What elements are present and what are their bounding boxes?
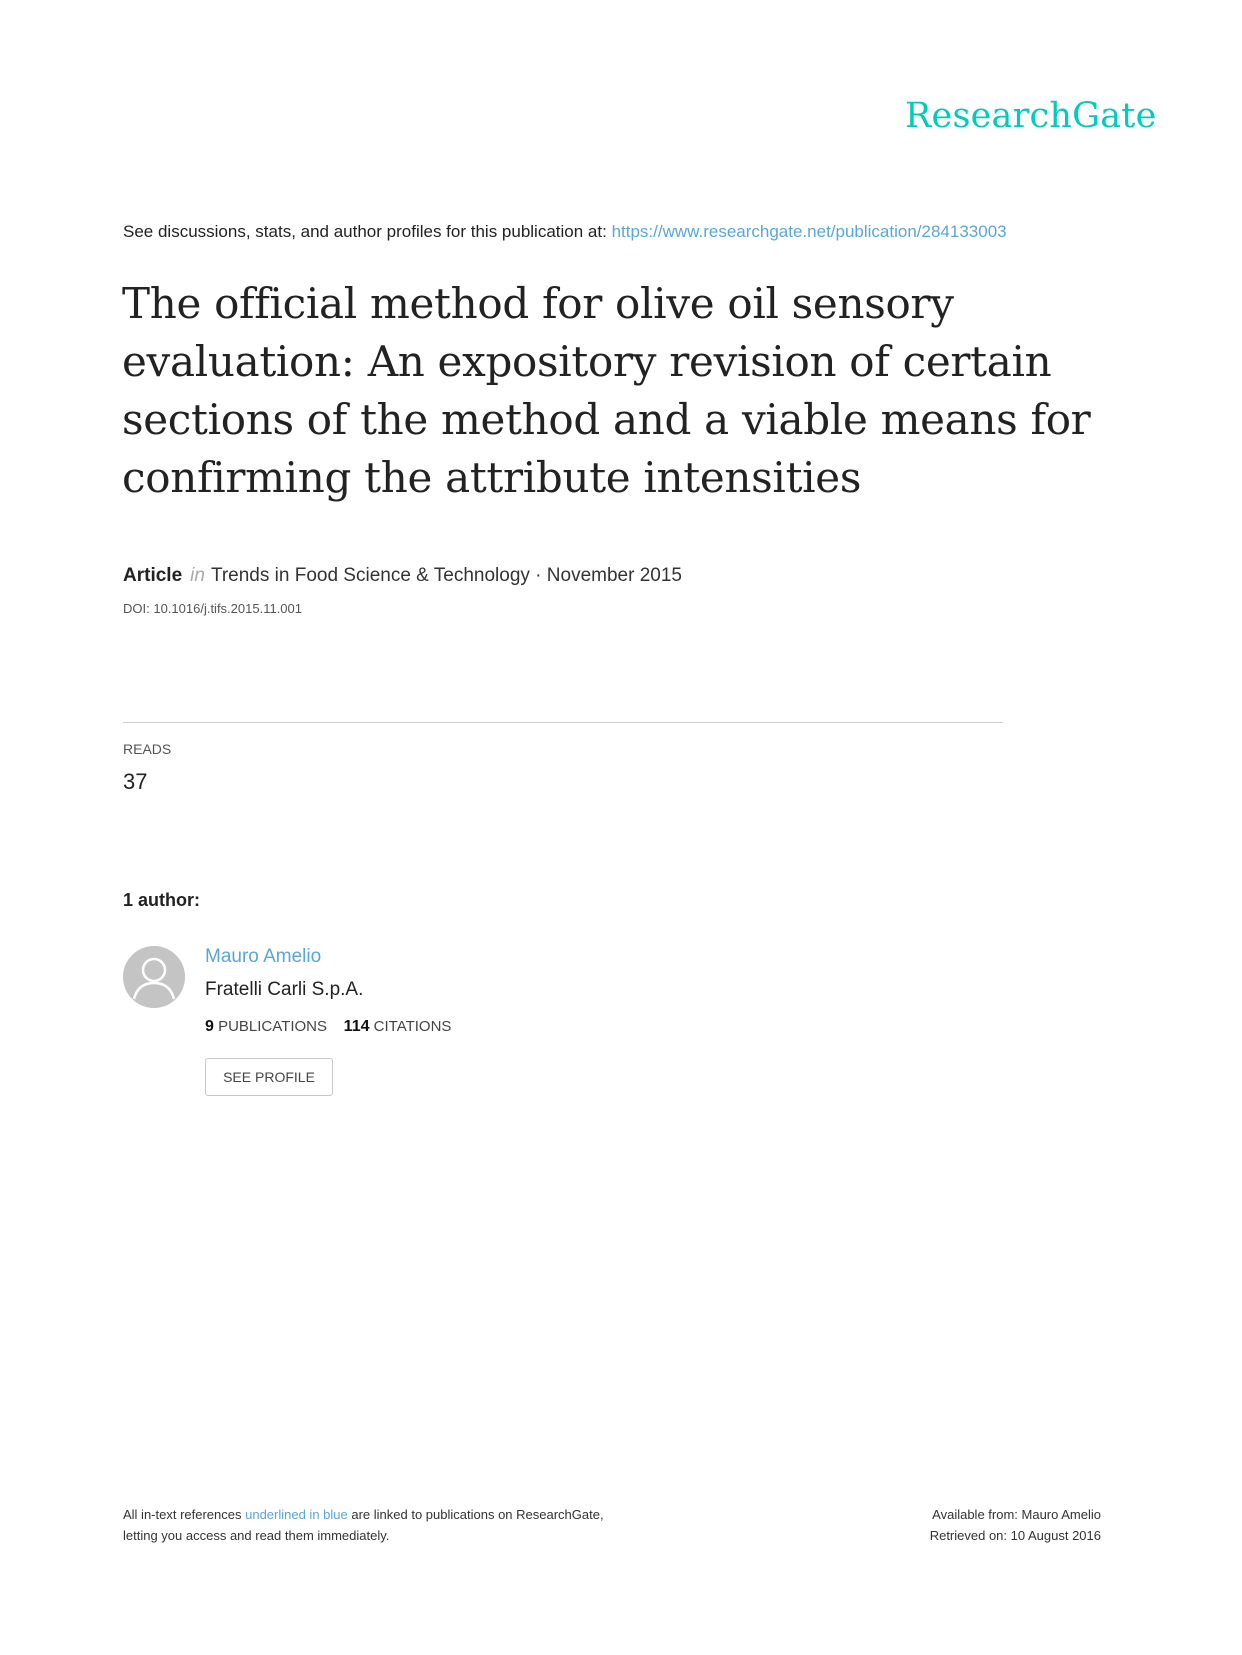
footer-note-text-2: are linked to publications on ResearchGate,	[347, 1507, 604, 1522]
author-citations-count: 114	[343, 1018, 370, 1035]
reads-label: READS	[123, 741, 172, 757]
reads-count: 37	[123, 769, 148, 794]
author-citations-label: CITATIONS	[373, 1018, 452, 1035]
default-user-avatar-icon[interactable]	[123, 946, 185, 1008]
footer-note-text-1: All in-text references	[123, 1507, 246, 1522]
publication-in-word: in	[190, 565, 205, 586]
footer-availability	[880, 1504, 1101, 1546]
author-stats	[205, 1018, 451, 1036]
researchgate-logo[interactable]: ResearchGate	[905, 96, 1157, 136]
footer-references-note	[123, 1504, 604, 1546]
publication-meta	[123, 565, 682, 587]
publication-journal-date: Trends in Food Science & Technology · November 2015	[210, 565, 682, 586]
publication-link-intro: See discussions, stats, and author profiles for this publication at:	[123, 222, 607, 241]
see-profile-button[interactable]: SEE PROFILE	[205, 1058, 333, 1096]
footer-retrieved-on: Retrieved on: 10 August 2016	[929, 1528, 1101, 1543]
author-name-link[interactable]: Mauro Amelio	[205, 946, 322, 967]
author-institution: Fratelli Carli S.p.A.	[205, 979, 364, 1000]
publication-title: The official method for olive oil sensory evaluation: An expository revision of certain sections of the method and a viable means for confirming the attribute intensities	[122, 279, 1091, 502]
author-publications-count: 9	[205, 1018, 214, 1035]
footer-note-line-1	[123, 1504, 604, 1525]
avatar-silhouette	[123, 946, 185, 1008]
authors-heading: 1 author:	[123, 890, 201, 910]
section-divider	[123, 722, 1003, 723]
footer-available-from: Available from: Mauro Amelio	[932, 1507, 1101, 1522]
publication-url-link[interactable]: https://www.researchgate.net/publication/284133003	[611, 222, 1007, 241]
footer-note-link: underlined in blue	[245, 1507, 348, 1522]
publication-doi: DOI: 10.1016/j.tifs.2015.11.001	[123, 601, 302, 616]
publication-type: Article	[123, 565, 183, 586]
author-publications-label: PUBLICATIONS	[218, 1018, 327, 1035]
footer-note-line-2: letting you access and read them immediately.	[123, 1528, 390, 1543]
publication-link-line	[123, 222, 1007, 242]
